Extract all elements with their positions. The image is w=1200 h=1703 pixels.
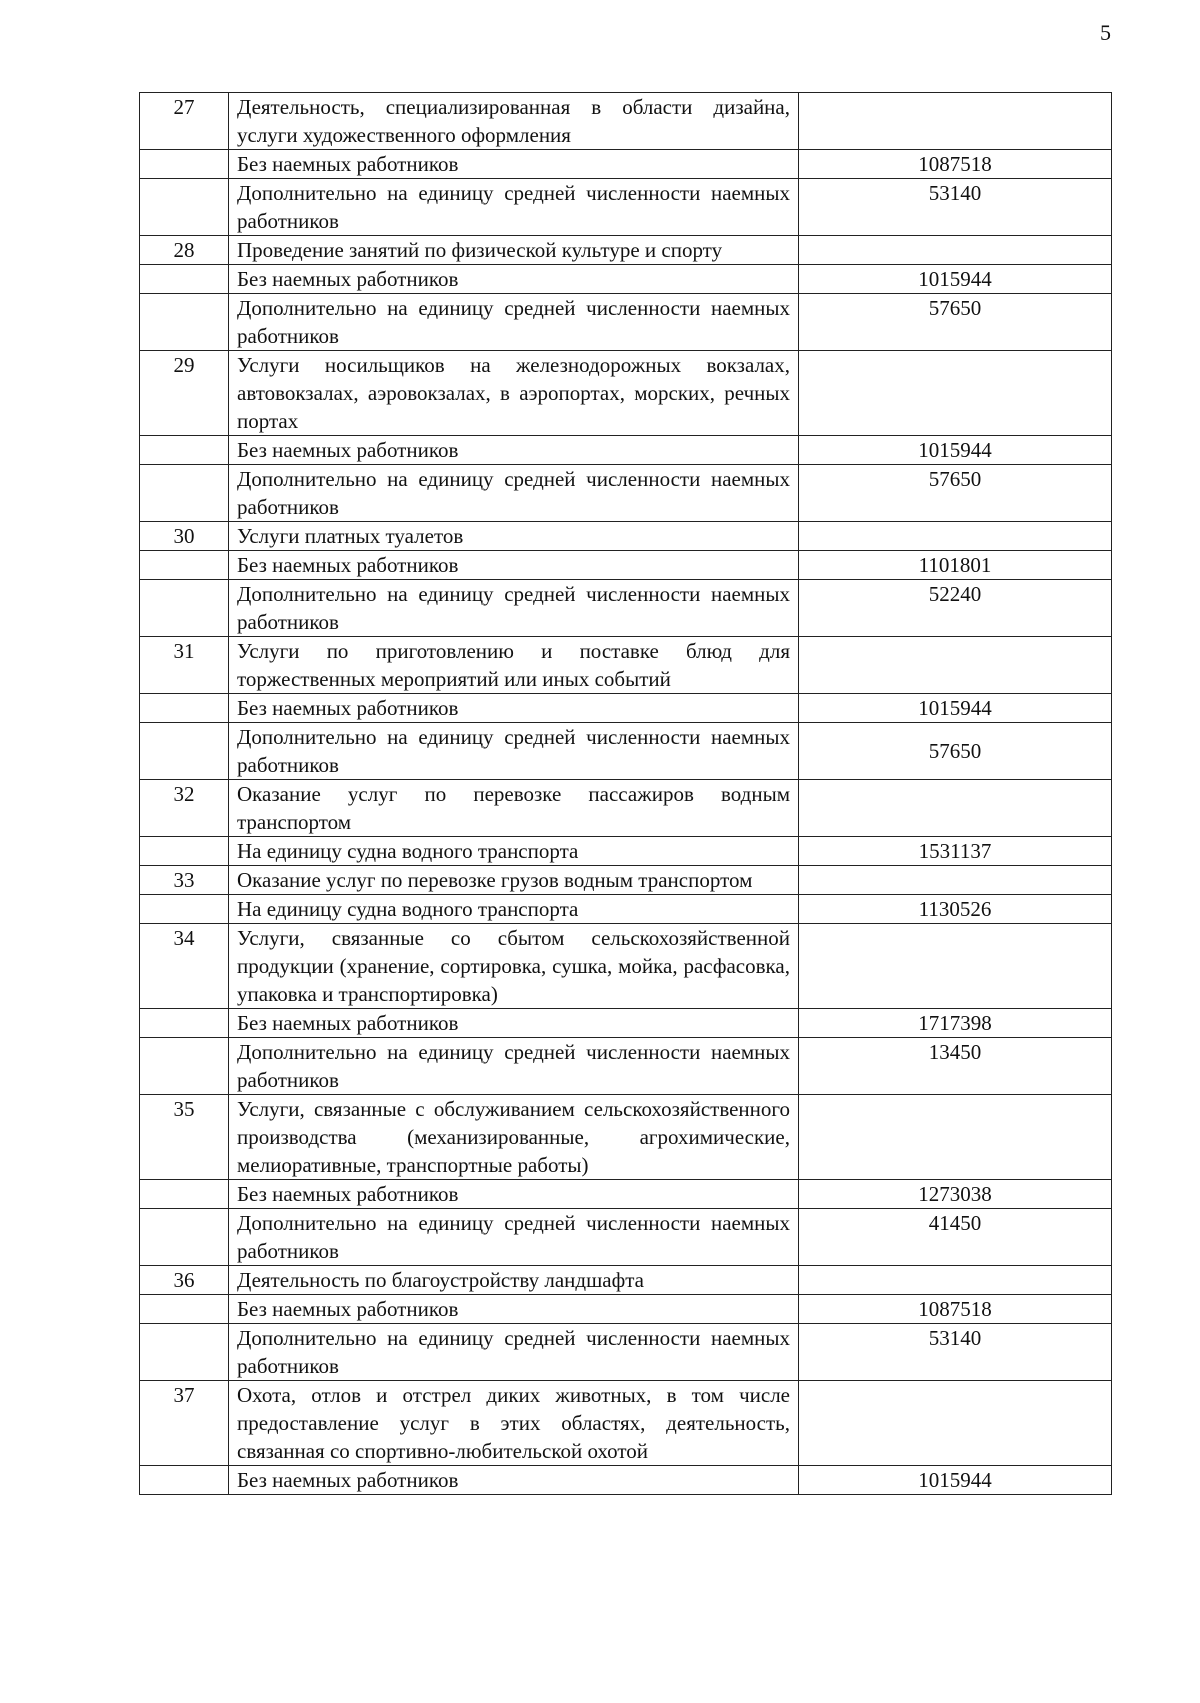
row-value: 53140 [799,1324,1112,1381]
row-number [140,265,229,294]
row-number [140,179,229,236]
table-row [140,294,1112,351]
row-description: Проведение занятий по физической культуре и спорту [229,236,799,265]
table-row [140,351,1112,436]
row-description: Услуги по приготовлению и поставке блюд для торжественных мероприятий или иных событий [229,637,799,694]
table-row [140,637,1112,694]
row-number [140,1180,229,1209]
row-value: 1015944 [799,1466,1112,1495]
row-number [140,150,229,179]
row-description: Деятельность по благоустройству ландшафта [229,1266,799,1295]
row-description: Дополнительно на единицу средней численности наемных работников [229,294,799,351]
row-description: На единицу судна водного транспорта [229,895,799,924]
table-row [140,1381,1112,1466]
row-description: Услуги, связанные со сбытом сельскохозяйственной продукции (хранение, сортировка, сушка, мойка, расфасовка, упаковка и транспортировка) [229,924,799,1009]
row-number [140,837,229,866]
row-description: Услуги платных туалетов [229,522,799,551]
table-row [140,1324,1112,1381]
row-value [799,522,1112,551]
row-description: Услуги носильщиков на железнодорожных вокзалах, автовокзалах, аэровокзалах, в аэропортах, морских, речных портах [229,351,799,436]
row-description: Без наемных работников [229,1295,799,1324]
row-number: 35 [140,1095,229,1180]
table-row [140,93,1112,150]
table-row [140,723,1112,780]
row-value [799,1095,1112,1180]
row-number: 30 [140,522,229,551]
table-row [140,1180,1112,1209]
table-row [140,436,1112,465]
row-description: Без наемных работников [229,265,799,294]
row-value [799,236,1112,265]
row-description: Дополнительно на единицу средней численности наемных работников [229,1038,799,1095]
table-row [140,551,1112,580]
row-description: На единицу судна водного транспорта [229,837,799,866]
row-number [140,694,229,723]
row-value: 52240 [799,580,1112,637]
table-row [140,1295,1112,1324]
table-row [140,150,1112,179]
row-number [140,436,229,465]
row-description: Дополнительно на единицу средней численности наемных работников [229,1209,799,1266]
row-value: 1087518 [799,150,1112,179]
row-value [799,866,1112,895]
tariff-table [139,92,1112,1495]
table-row [140,236,1112,265]
row-number [140,580,229,637]
row-value: 41450 [799,1209,1112,1266]
row-description: Дополнительно на единицу средней численности наемных работников [229,580,799,637]
row-number [140,1209,229,1266]
row-number: 31 [140,637,229,694]
table-row [140,924,1112,1009]
table-row [140,1209,1112,1266]
row-number [140,1009,229,1038]
row-number: 33 [140,866,229,895]
table-row [140,580,1112,637]
table-row [140,895,1112,924]
row-number [140,551,229,580]
row-number [140,294,229,351]
table-row [140,1466,1112,1495]
table-row [140,265,1112,294]
row-value: 1717398 [799,1009,1112,1038]
table-row [140,522,1112,551]
row-value [799,780,1112,837]
row-description: Услуги, связанные с обслуживанием сельскохозяйственного производства (механизированные, агрохимические, мелиоративные, транспортные работы) [229,1095,799,1180]
table-row [140,1038,1112,1095]
row-number: 32 [140,780,229,837]
row-value [799,924,1112,1009]
row-description: Охота, отлов и отстрел диких животных, в том числе предоставление услуг в этих областях, деятельность, связанная со спортивно-любительской охотой [229,1381,799,1466]
row-description: Без наемных работников [229,1466,799,1495]
row-description: Дополнительно на единицу средней численности наемных работников [229,1324,799,1381]
row-description: Без наемных работников [229,1180,799,1209]
table-row [140,179,1112,236]
table-row [140,780,1112,837]
row-value [799,351,1112,436]
row-value: 1531137 [799,837,1112,866]
row-number: 28 [140,236,229,265]
row-number [140,465,229,522]
row-value [799,637,1112,694]
row-number: 37 [140,1381,229,1466]
row-number [140,1038,229,1095]
row-number: 29 [140,351,229,436]
table-row [140,1009,1112,1038]
row-value: 53140 [799,179,1112,236]
row-value: 57650 [799,465,1112,522]
row-value: 1087518 [799,1295,1112,1324]
row-number: 36 [140,1266,229,1295]
row-description: Без наемных работников [229,694,799,723]
row-value: 1015944 [799,436,1112,465]
row-value: 57650 [799,723,1112,780]
table-row [140,694,1112,723]
row-number [140,1466,229,1495]
row-value [799,1381,1112,1466]
row-value: 1130526 [799,895,1112,924]
row-description: Дополнительно на единицу средней численности наемных работников [229,723,799,780]
row-description: Без наемных работников [229,150,799,179]
row-description: Дополнительно на единицу средней численности наемных работников [229,465,799,522]
row-value: 1101801 [799,551,1112,580]
row-number [140,895,229,924]
row-value: 57650 [799,294,1112,351]
table-row [140,465,1112,522]
row-number: 27 [140,93,229,150]
row-description: Дополнительно на единицу средней численности наемных работников [229,179,799,236]
row-number [140,1295,229,1324]
table-row [140,1266,1112,1295]
row-value: 13450 [799,1038,1112,1095]
table-row [140,1095,1112,1180]
row-description: Оказание услуг по перевозке пассажиров водным транспортом [229,780,799,837]
row-number [140,723,229,780]
tariff-table-body [140,93,1112,1495]
row-number [140,1324,229,1381]
row-number: 34 [140,924,229,1009]
row-description: Оказание услуг по перевозке грузов водным транспортом [229,866,799,895]
table-row [140,837,1112,866]
row-description: Деятельность, специализированная в области дизайна, услуги художественного оформления [229,93,799,150]
row-value: 1015944 [799,694,1112,723]
row-value: 1273038 [799,1180,1112,1209]
row-description: Без наемных работников [229,436,799,465]
row-description: Без наемных работников [229,551,799,580]
row-value: 1015944 [799,265,1112,294]
row-value [799,1266,1112,1295]
page-number: 5 [1100,20,1111,45]
table-row [140,866,1112,895]
row-value [799,93,1112,150]
row-description: Без наемных работников [229,1009,799,1038]
